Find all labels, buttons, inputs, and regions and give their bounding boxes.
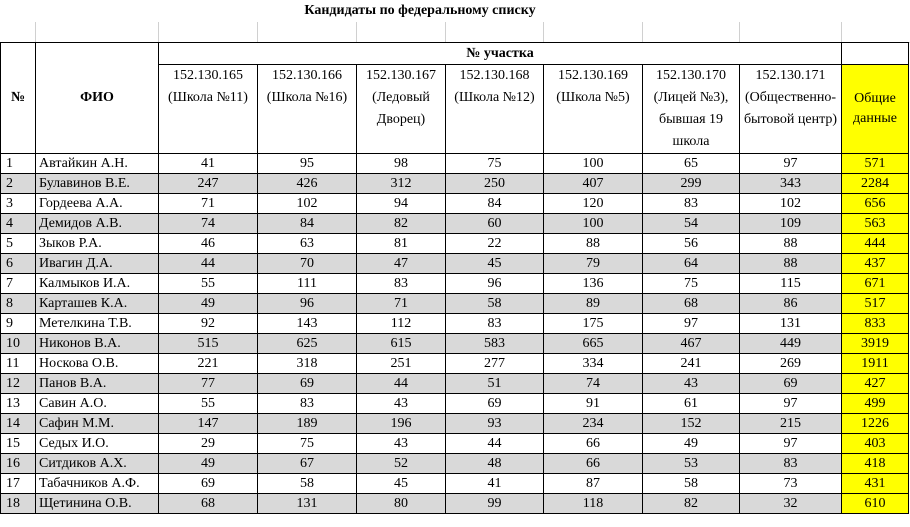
vote-count: 215: [740, 414, 842, 434]
total-count: 431: [842, 474, 909, 494]
row-number: 18: [1, 494, 36, 514]
vote-count: 46: [159, 234, 258, 254]
vote-count: 299: [643, 174, 740, 194]
row-number: 8: [1, 294, 36, 314]
table-row: [1, 454, 909, 474]
table-row: [1, 214, 909, 234]
candidate-name: Автайкин А.Н.: [36, 154, 159, 174]
candidate-name: Сафин М.М.: [36, 414, 159, 434]
total-count: 437: [842, 254, 909, 274]
vote-count: 49: [643, 434, 740, 454]
total-count: 610: [842, 494, 909, 514]
total-count: 563: [842, 214, 909, 234]
vote-count: 109: [740, 214, 842, 234]
vote-count: 136: [544, 274, 643, 294]
candidate-name: Табачников А.Ф.: [36, 474, 159, 494]
table-row: [1, 354, 909, 374]
vote-count: 426: [258, 174, 357, 194]
num-header: №: [1, 43, 36, 154]
table-row: [1, 274, 909, 294]
row-number: 7: [1, 274, 36, 294]
vote-count: 196: [357, 414, 446, 434]
row-number: 17: [1, 474, 36, 494]
vote-count: 102: [740, 194, 842, 214]
page-title: Кандидаты по федеральному списку: [304, 3, 536, 18]
grid-line: [841, 22, 842, 42]
vote-count: 49: [159, 294, 258, 314]
vote-count: 131: [740, 314, 842, 334]
vote-count: 251: [357, 354, 446, 374]
table-row: [1, 474, 909, 494]
row-number: 10: [1, 334, 36, 354]
vote-count: 175: [544, 314, 643, 334]
vote-count: 88: [740, 254, 842, 274]
vote-count: 112: [357, 314, 446, 334]
grid-line: [158, 22, 159, 42]
candidate-name: Щетинина О.В.: [36, 494, 159, 514]
table-row: [1, 414, 909, 434]
vote-count: 79: [544, 254, 643, 274]
district-col-header: 152.130.170 (Лицей №3), бывшая 19 школа: [643, 65, 740, 154]
vote-count: 615: [357, 334, 446, 354]
total-count: 833: [842, 314, 909, 334]
vote-count: 51: [446, 374, 544, 394]
vote-count: 86: [740, 294, 842, 314]
vote-count: 91: [544, 394, 643, 414]
total-count: 499: [842, 394, 909, 414]
vote-count: 82: [643, 494, 740, 514]
vote-count: 97: [740, 394, 842, 414]
vote-count: 449: [740, 334, 842, 354]
row-number: 3: [1, 194, 36, 214]
vote-count: 58: [643, 474, 740, 494]
vote-count: 82: [357, 214, 446, 234]
row-number: 9: [1, 314, 36, 334]
row-number: 12: [1, 374, 36, 394]
vote-count: 63: [258, 234, 357, 254]
table-row: [1, 314, 909, 334]
vote-count: 96: [258, 294, 357, 314]
vote-count: 467: [643, 334, 740, 354]
candidate-name: Ивагин Д.А.: [36, 254, 159, 274]
grid-line: [543, 22, 544, 42]
vote-count: 143: [258, 314, 357, 334]
vote-count: 45: [357, 474, 446, 494]
vote-count: 41: [446, 474, 544, 494]
district-col-header: 152.130.168 (Школа №12): [446, 65, 544, 154]
vote-count: 95: [258, 154, 357, 174]
vote-count: 318: [258, 354, 357, 374]
vote-count: 118: [544, 494, 643, 514]
vote-count: 312: [357, 174, 446, 194]
vote-count: 152: [643, 414, 740, 434]
district-header: № участка: [159, 43, 842, 65]
vote-count: 69: [159, 474, 258, 494]
empty-grid-row: [0, 22, 910, 43]
vote-count: 47: [357, 254, 446, 274]
table-row: [1, 194, 909, 214]
vote-count: 665: [544, 334, 643, 354]
vote-count: 99: [446, 494, 544, 514]
vote-count: 88: [544, 234, 643, 254]
grid-line: [356, 22, 357, 42]
vote-count: 83: [357, 274, 446, 294]
vote-count: 58: [258, 474, 357, 494]
vote-count: 73: [740, 474, 842, 494]
vote-count: 44: [159, 254, 258, 274]
vote-count: 70: [258, 254, 357, 274]
vote-count: 269: [740, 354, 842, 374]
vote-count: 515: [159, 334, 258, 354]
vote-count: 75: [258, 434, 357, 454]
total-count: 2284: [842, 174, 909, 194]
row-number: 11: [1, 354, 36, 374]
total-header-top: [842, 43, 909, 65]
candidate-name: Седых И.О.: [36, 434, 159, 454]
total-count: 418: [842, 454, 909, 474]
total-count: 517: [842, 294, 909, 314]
vote-count: 68: [159, 494, 258, 514]
row-number: 2: [1, 174, 36, 194]
vote-count: 241: [643, 354, 740, 374]
vote-count: 49: [159, 454, 258, 474]
vote-count: 189: [258, 414, 357, 434]
vote-count: 55: [159, 274, 258, 294]
candidate-name: Панов В.А.: [36, 374, 159, 394]
vote-count: 343: [740, 174, 842, 194]
vote-count: 60: [446, 214, 544, 234]
candidate-name: Калмыков И.А.: [36, 274, 159, 294]
candidate-name: Карташев К.А.: [36, 294, 159, 314]
table-row: [1, 254, 909, 274]
results-table: [0, 42, 909, 514]
vote-count: 277: [446, 354, 544, 374]
table-row: [1, 334, 909, 354]
vote-count: 67: [258, 454, 357, 474]
vote-count: 83: [643, 194, 740, 214]
vote-count: 97: [740, 154, 842, 174]
district-col-header: 152.130.171 (Общественно-бытовой центр): [740, 65, 842, 154]
vote-count: 83: [258, 394, 357, 414]
vote-count: 43: [357, 434, 446, 454]
vote-count: 583: [446, 334, 544, 354]
vote-count: 66: [544, 454, 643, 474]
vote-count: 69: [258, 374, 357, 394]
vote-count: 75: [446, 154, 544, 174]
table-row: [1, 494, 909, 514]
vote-count: 68: [643, 294, 740, 314]
vote-count: 111: [258, 274, 357, 294]
total-count: 671: [842, 274, 909, 294]
candidate-name: Ситдиков А.Х.: [36, 454, 159, 474]
vote-count: 65: [643, 154, 740, 174]
vote-count: 84: [446, 194, 544, 214]
vote-count: 48: [446, 454, 544, 474]
table-row: [1, 434, 909, 454]
row-number: 15: [1, 434, 36, 454]
vote-count: 22: [446, 234, 544, 254]
table-row: [1, 154, 909, 174]
vote-count: 54: [643, 214, 740, 234]
vote-count: 41: [159, 154, 258, 174]
vote-count: 55: [159, 394, 258, 414]
vote-count: 94: [357, 194, 446, 214]
vote-count: 53: [643, 454, 740, 474]
vote-count: 247: [159, 174, 258, 194]
vote-count: 234: [544, 414, 643, 434]
total-count: 3919: [842, 334, 909, 354]
candidate-name: Савин А.О.: [36, 394, 159, 414]
grid-line: [739, 22, 740, 42]
vote-count: 92: [159, 314, 258, 334]
vote-count: 58: [446, 294, 544, 314]
row-number: 13: [1, 394, 36, 414]
title-row: [0, 0, 910, 22]
grid-line: [642, 22, 643, 42]
vote-count: 71: [159, 194, 258, 214]
vote-count: 98: [357, 154, 446, 174]
district-col-header: 152.130.169 (Школа №5): [544, 65, 643, 154]
vote-count: 61: [643, 394, 740, 414]
vote-count: 64: [643, 254, 740, 274]
vote-count: 74: [544, 374, 643, 394]
table-row: [1, 374, 909, 394]
vote-count: 131: [258, 494, 357, 514]
candidate-name: Носкова О.В.: [36, 354, 159, 374]
row-number: 16: [1, 454, 36, 474]
vote-count: 29: [159, 434, 258, 454]
vote-count: 56: [643, 234, 740, 254]
vote-count: 93: [446, 414, 544, 434]
candidate-name: Метелкина Т.В.: [36, 314, 159, 334]
candidate-name: Зыков Р.А.: [36, 234, 159, 254]
vote-count: 407: [544, 174, 643, 194]
vote-count: 250: [446, 174, 544, 194]
total-count: 1226: [842, 414, 909, 434]
total-count: 1911: [842, 354, 909, 374]
total-count: 444: [842, 234, 909, 254]
vote-count: 102: [258, 194, 357, 214]
total-header: Общие данные: [842, 65, 909, 154]
vote-count: 83: [446, 314, 544, 334]
table-row: [1, 294, 909, 314]
vote-count: 32: [740, 494, 842, 514]
vote-count: 66: [544, 434, 643, 454]
vote-count: 100: [544, 214, 643, 234]
row-number: 1: [1, 154, 36, 174]
vote-count: 71: [357, 294, 446, 314]
vote-count: 147: [159, 414, 258, 434]
vote-count: 75: [643, 274, 740, 294]
table-row: [1, 234, 909, 254]
district-col-header: 152.130.166 (Школа №16): [258, 65, 357, 154]
total-count: 656: [842, 194, 909, 214]
vote-count: 221: [159, 354, 258, 374]
vote-count: 115: [740, 274, 842, 294]
vote-count: 43: [643, 374, 740, 394]
vote-count: 45: [446, 254, 544, 274]
vote-count: 96: [446, 274, 544, 294]
candidate-name: Гордеева А.А.: [36, 194, 159, 214]
vote-count: 97: [740, 434, 842, 454]
candidate-name: Демидов А.В.: [36, 214, 159, 234]
vote-count: 84: [258, 214, 357, 234]
vote-count: 77: [159, 374, 258, 394]
candidate-name: Булавинов В.Е.: [36, 174, 159, 194]
vote-count: 89: [544, 294, 643, 314]
grid-line: [445, 22, 446, 42]
vote-count: 88: [740, 234, 842, 254]
vote-count: 625: [258, 334, 357, 354]
vote-count: 69: [446, 394, 544, 414]
vote-count: 81: [357, 234, 446, 254]
vote-count: 100: [544, 154, 643, 174]
district-col-header: 152.130.167 (Ледовый Дворец): [357, 65, 446, 154]
vote-count: 44: [446, 434, 544, 454]
vote-count: 43: [357, 394, 446, 414]
vote-count: 80: [357, 494, 446, 514]
vote-count: 97: [643, 314, 740, 334]
total-count: 427: [842, 374, 909, 394]
vote-count: 334: [544, 354, 643, 374]
candidate-name: Никонов В.А.: [36, 334, 159, 354]
row-number: 14: [1, 414, 36, 434]
vote-count: 52: [357, 454, 446, 474]
grid-line: [35, 22, 36, 42]
vote-count: 69: [740, 374, 842, 394]
total-count: 403: [842, 434, 909, 454]
district-col-header: 152.130.165 (Школа №11): [159, 65, 258, 154]
vote-count: 87: [544, 474, 643, 494]
table-row: [1, 174, 909, 194]
row-number: 5: [1, 234, 36, 254]
row-number: 6: [1, 254, 36, 274]
vote-count: 44: [357, 374, 446, 394]
table-row: [1, 394, 909, 414]
grid-line: [257, 22, 258, 42]
total-count: 571: [842, 154, 909, 174]
vote-count: 83: [740, 454, 842, 474]
fio-header: ФИО: [36, 43, 159, 154]
vote-count: 120: [544, 194, 643, 214]
row-number: 4: [1, 214, 36, 234]
vote-count: 74: [159, 214, 258, 234]
